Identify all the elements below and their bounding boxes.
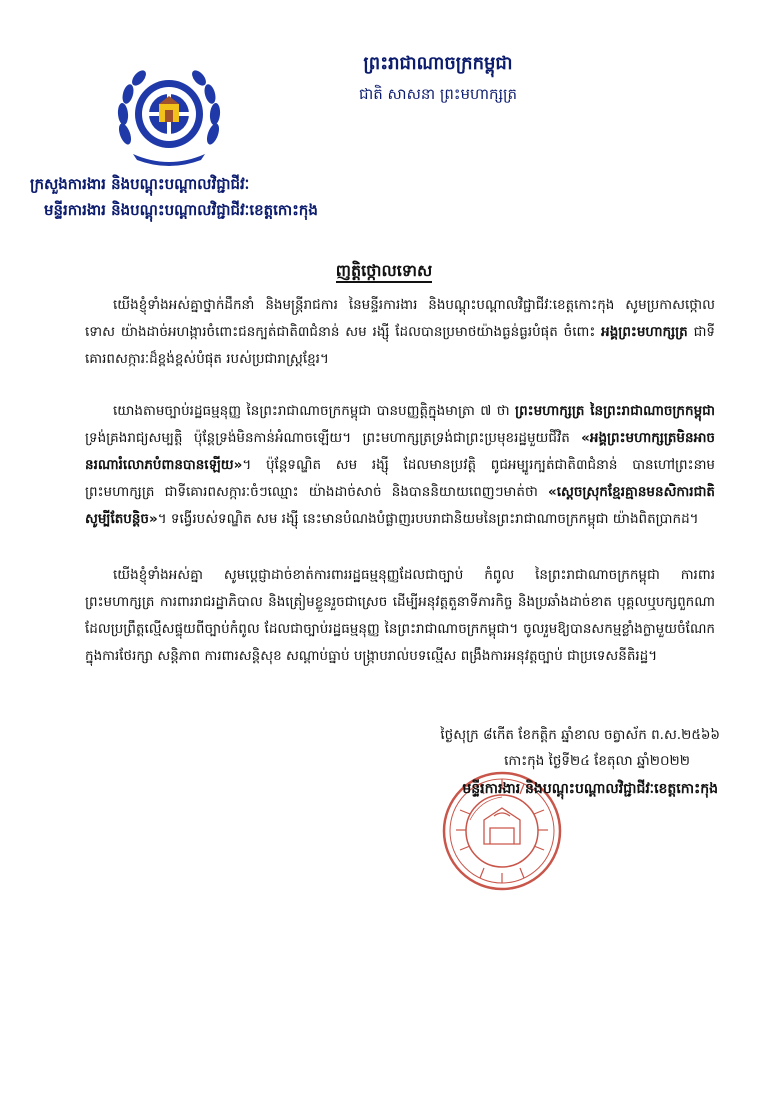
document-title xyxy=(200,258,568,284)
signing-authority: មន្ទីរការងារ និងបណ្ដុះបណ្ដាលវិជ្ជាជីវៈខេត្តកោះកុង xyxy=(462,781,718,797)
paragraph-3 xyxy=(85,562,715,670)
paragraph-2 xyxy=(85,398,715,533)
paragraph-2-bold-2: «អង្គព្រះមហាក្សត្រមិនអាចនរណារំលោភបំពានបានឡើយ» xyxy=(85,430,715,473)
national-motto: ជាតិ សាសនា ព្រះមហាក្សត្រ xyxy=(358,85,518,103)
ministry-name: ក្រសួងការងារ និងបណ្ដុះបណ្ដាលវិជ្ជាជីវៈ xyxy=(30,175,250,193)
paragraph-1-end: ជាទីគោរពសក្ការៈដ៏ខ្ពង់ខ្ពស់បំផុត របស់ប្រជារាស្ត្រខ្មែរ។ xyxy=(85,324,715,367)
paragraph-3-text: យើងខ្ញុំទាំងអស់គ្នា សូមប្ដេជ្ញាដាច់ខាត់ការពាររដ្ឋធម្មនុញ្ញដែលជាច្បាប់ កំពូល នៃព្រះរាជាណាចក្រកម្ពុជា ការពារព្រះមហាក្សត្រ ការពាររាជរដ្ឋាភិបាល និងត្រៀមខ្លួនរួចជាស្រេច ដើម្បីអនុវត្តតួនាទីភារកិច្ច និងប្រឆាំងដាច់ខាត បុគ្គលឬបក្សពួកណាដែលប្រព្រឹត្តល្មើសផ្ទុយពីច្បាប់កំពូល ដែលជាច្បាប់រដ្ឋធម្មនុញ្ញ នៃព្រះរាជាណាចក្រកម្ពុជា។ ចូលរួមឱ្យបានសកម្មខ្លាំងក្លាមួយចំណែកក្នុងការថែរក្សា សន្តិភាព ការពារសន្តិសុខ សណ្ដាប់ធ្នាប់ បង្រ្កាបរាល់បទល្មើស ពង្រឹងការអនុវត្តច្បាប់ ជាប្រទេសនីតិរដ្ឋ។ xyxy=(85,567,715,664)
department-name: មន្ទីរការងារ និងបណ្ដុះបណ្ដាលវិជ្ជាជីវៈខេត្តកោះកុង xyxy=(44,201,318,219)
paragraph-1-text: យើងខ្ញុំទាំងអស់គ្នាថ្នាក់ដឹកនាំ និងមន្ត្រីរាជការ នៃមន្ទីរការងារ និងបណ្ដុះបណ្ដាលវិជ្ជាជីវៈខេត្តកោះកុង សូមប្រកាសថ្កោលទោស យ៉ាងដាច់អហង្ការចំពោះជនក្បត់ជាតិ៣ជំនាន់ សម រង្ស៊ី ដែលបានប្រមាថយ៉ាងធ្ងន់ធ្ងរបំផុត ចំពោះ xyxy=(85,297,715,340)
paragraph-2-mid: ទ្រង់គ្រងរាជ្យសម្បត្តិ ប៉ុន្តែទ្រង់មិនកាន់អំណាចឡើយ។ ព្រះមហាក្សត្រទ្រង់ជាព្រះប្រមុខរដ្ឋមួយជីវិត xyxy=(85,430,582,446)
paragraph-2-start: យោងតាមច្បាប់រដ្ឋធម្មនុញ្ញ នៃព្រះរាជាណាចក្រកម្ពុជា បានបញ្ញត្តិក្នុងមាត្រា ៧ ថា xyxy=(113,403,516,419)
lunar-date: ថ្ងៃសុក្រ ៨កើត ខែកត្ដិក ឆ្នាំខាល ចត្វាស័ក ព.ស.២៥៦៦ xyxy=(440,727,720,743)
kingdom-heading: ព្រះរាជាណាចក្រកម្ពុជា xyxy=(363,53,513,74)
ministry-logo xyxy=(113,64,225,168)
paragraph-2-bold: ព្រះមហាក្សត្រ នៃព្រះរាជាណាចក្រកម្ពុជា xyxy=(515,403,715,419)
solar-date: កោះកុង ថ្ងៃទី២៤ ខែតុលា ឆ្នាំ២០២២ xyxy=(504,753,690,769)
paragraph-2-mid-2: ។ ប៉ុន្តែទណ្ឌិត សម រង្ស៊ី ដែលមានប្រវត្តិ ពូជអម្បូរក្បត់ជាតិ៣ជំនាន់ បានហៅព្រះនាមព្រះមហាក្សត្រ ជាទីគោរពសក្ការៈចំៗឈ្មោះ យ៉ាងដាច់សាច់ និងបាននិយាយពេញៗមាត់ថា xyxy=(85,457,715,500)
paragraph-1-bold: អង្គព្រះមហាក្សត្រ xyxy=(601,324,688,340)
paragraph-2-end: ។ ទង្វើរបស់ទណ្ឌិត សម រង្ស៊ី នេះមានបំណងបំផ្លាញរបបរាជានិយមនៃព្រះរាជាណាចក្រកម្ពុជា យ៉ាងពិតប្រាកដ។ xyxy=(157,511,699,527)
paragraph-1 xyxy=(85,292,715,373)
document-title-text: ញត្តិថ្កោលទោស xyxy=(336,261,432,283)
paragraph-2-bold-3: «ស្ដេចស្រុកខ្មែរគ្មានមនសិការជាតិ សូម្បីតែបន្តិច» xyxy=(85,484,715,527)
